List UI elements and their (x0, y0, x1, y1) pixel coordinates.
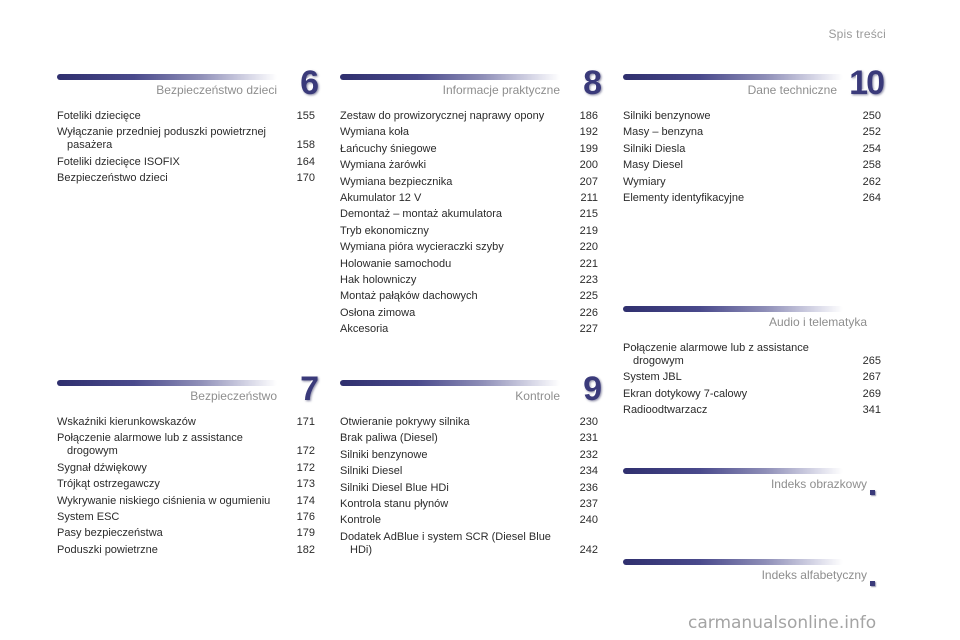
toc-entry[interactable] (57, 462, 317, 475)
toc-entry-page: 172 (296, 445, 315, 458)
toc-entry-page: 207 (579, 175, 598, 188)
toc-entry-label: Montaż pałąków dachowych (340, 290, 478, 303)
section-bar (623, 559, 843, 565)
toc-entry[interactable] (340, 290, 600, 303)
toc-entry-page: 172 (296, 461, 315, 474)
toc-entry-page: 225 (579, 290, 598, 303)
toc-entry-label: Poduszki powietrzne (57, 543, 158, 556)
toc-entry-page: 221 (579, 257, 598, 270)
toc-entry-page: 226 (579, 306, 598, 319)
section-title[interactable]: Indeks obrazkowy (770, 477, 867, 491)
section-title[interactable]: Audio i telematyka (768, 315, 867, 329)
toc-entry-page: 234 (579, 465, 598, 478)
toc-entry-page: 232 (579, 448, 598, 461)
section-number: 7 (300, 370, 317, 408)
toc-entry[interactable] (623, 388, 883, 401)
section-header (623, 555, 883, 591)
section-practical-info (340, 64, 600, 339)
toc-entry[interactable] (340, 514, 600, 527)
toc-entry[interactable] (340, 159, 600, 172)
toc-entry[interactable] (340, 307, 600, 320)
toc-list (623, 342, 883, 417)
toc-entry-page: 236 (579, 481, 598, 494)
section-bar (623, 468, 843, 474)
section-header (57, 64, 317, 106)
toc-entry-page: 155 (296, 110, 315, 122)
toc-entry[interactable] (340, 176, 600, 189)
toc-entry-label: Otwieranie pokrywy silnika (340, 416, 470, 428)
toc-entry[interactable] (340, 531, 600, 557)
section-title[interactable]: Bezpieczeństwo (190, 389, 277, 403)
toc-entry[interactable] (340, 449, 600, 462)
toc-entry-page: 223 (579, 273, 598, 286)
section-bar (340, 74, 560, 80)
toc-entry-label: Elementy identyfikacyjne (623, 191, 745, 204)
page-title: Spis treści (828, 27, 886, 41)
toc-entry-label: Łańcuchy śniegowe (340, 142, 437, 155)
section-number: 6 (300, 64, 317, 102)
toc-entry-page: 258 (862, 159, 881, 172)
toc-entry-label: Tryb ekonomiczny (340, 224, 429, 237)
toc-entry-page: 215 (579, 208, 598, 221)
toc-entry-page: 265 (862, 355, 881, 367)
toc-entry-page: 164 (296, 155, 315, 168)
toc-entry-page: 267 (862, 371, 881, 384)
toc-entry-label: Wymiary (623, 175, 666, 188)
section-alphabetical-index (623, 555, 883, 591)
toc-entry-label: System ESC (57, 510, 120, 523)
toc-entry-label: Demontaż – montaż akumulatora (340, 208, 503, 221)
section-header (57, 370, 317, 412)
toc-entry-label: Silniki benzynowe (340, 448, 428, 461)
section-header (623, 302, 883, 338)
toc-entry-page: 252 (862, 126, 881, 139)
toc-list (340, 416, 600, 557)
toc-entry[interactable] (57, 110, 317, 123)
toc-entry[interactable] (340, 126, 600, 139)
toc-entry-label: Wykrywanie niskiego ciśnienia w ogumieniu (57, 494, 271, 507)
toc-entry[interactable] (57, 527, 317, 540)
toc-entry[interactable] (623, 342, 883, 368)
toc-entry-label: System JBL (623, 371, 682, 384)
toc-entry-label: Wymiana koła (340, 126, 409, 139)
toc-entry[interactable] (57, 495, 317, 508)
toc-entry-label: Silniki Diesel Blue HDi (340, 481, 449, 494)
toc-entry[interactable] (57, 156, 317, 169)
section-bar (623, 74, 843, 80)
toc-entry[interactable] (623, 159, 883, 172)
toc-entry[interactable] (340, 498, 600, 511)
toc-entry-page: 186 (579, 110, 598, 122)
toc-entry-label: Akumulator 12 V (340, 191, 422, 204)
toc-entry[interactable] (57, 416, 317, 429)
section-header (340, 64, 600, 106)
toc-entry[interactable] (623, 110, 883, 123)
toc-entry-page: 199 (579, 142, 598, 155)
section-bar (340, 380, 560, 386)
toc-entry[interactable] (57, 511, 317, 524)
toc-list (57, 416, 317, 557)
toc-entry-page: 158 (296, 139, 315, 152)
toc-entry[interactable] (623, 126, 883, 139)
section-header (340, 370, 600, 412)
toc-entry-label: Brak paliwa (Diesel) (340, 432, 438, 445)
section-visual-index (623, 464, 883, 500)
section-bar (57, 74, 277, 80)
toc-entry-label: Wymiana żarówki (340, 159, 427, 172)
toc-entry-label: Akcesoria (340, 323, 389, 336)
toc-entry-label: Foteliki dziecięce ISOFIX (57, 155, 180, 168)
toc-entry-label: Foteliki dziecięce (57, 110, 141, 122)
toc-entry[interactable] (340, 416, 600, 429)
section-title[interactable]: Indeks alfabetyczny (761, 568, 867, 582)
watermark: carmanualsonline.info (688, 613, 877, 633)
section-audio-telematics (623, 302, 883, 421)
toc-entry[interactable] (340, 258, 600, 271)
toc-entry-page: 254 (862, 142, 881, 155)
toc-entry-page: 237 (579, 497, 598, 510)
toc-entry-label: Ekran dotykowy 7-calowy (623, 387, 748, 400)
section-bar (57, 380, 277, 386)
toc-entry[interactable] (340, 225, 600, 238)
toc-entry-label: Dodatek AdBlue i system SCR (Diesel Blue HDi) (340, 530, 551, 556)
section-number: 9 (583, 370, 600, 408)
toc-entry-label: Pasy bezpieczeństwa (57, 527, 163, 540)
toc-entry-page: 227 (579, 323, 598, 336)
toc-list (623, 110, 883, 205)
toc-entry-page: 242 (579, 543, 598, 556)
toc-entry-label: Kontrole (340, 514, 381, 527)
toc-entry-label: Osłona zimowa (340, 306, 416, 319)
toc-entry-page: 250 (862, 110, 881, 122)
toc-entry-label: Holowanie samochodu (340, 257, 452, 270)
toc-entry[interactable] (340, 465, 600, 478)
toc-entry-page: 264 (862, 191, 881, 204)
toc-entry-label: Wymiana pióra wycieraczki szyby (340, 241, 504, 254)
toc-entry[interactable] (340, 241, 600, 254)
toc-entry[interactable] (340, 432, 600, 445)
toc-entry-label: Bezpieczeństwo dzieci (57, 172, 168, 185)
toc-entry[interactable] (340, 208, 600, 221)
toc-entry-page: 262 (862, 175, 881, 188)
section-checks (340, 370, 600, 560)
toc-entry-label: Połączenie alarmowe lub z assistance drogowym (623, 342, 809, 367)
toc-entry-label: Sygnał dźwiękowy (57, 461, 147, 474)
toc-entry-label: Masy – benzyna (623, 126, 704, 139)
section-safety (57, 370, 317, 560)
toc-entry-page: 240 (579, 514, 598, 527)
toc-entry[interactable] (340, 192, 600, 205)
toc-entry-label: Wymiana bezpiecznika (340, 175, 453, 188)
toc-entry[interactable] (623, 371, 883, 384)
toc-entry[interactable] (340, 482, 600, 495)
section-header (623, 464, 883, 500)
toc-entry-page: 341 (862, 404, 881, 417)
toc-entry-page: 219 (579, 224, 598, 237)
section-technical-data (623, 64, 883, 208)
section-child-safety (57, 64, 317, 189)
toc-entry[interactable] (623, 404, 883, 417)
section-bar (623, 306, 843, 312)
toc-entry-label: Trójkąt ostrzegawczy (57, 478, 160, 491)
toc-entry[interactable] (57, 544, 317, 557)
section-title[interactable]: Bezpieczeństwo dzieci (156, 83, 277, 97)
section-title[interactable]: Kontrole (515, 389, 560, 403)
toc-entry[interactable] (57, 126, 317, 152)
toc-entry[interactable] (623, 192, 883, 205)
toc-entry-page: 171 (296, 416, 315, 428)
section-marker (870, 490, 875, 495)
toc-entry[interactable] (340, 110, 600, 123)
toc-entry-page: 269 (862, 387, 881, 400)
toc-entry-page: 192 (579, 126, 598, 139)
toc-entry-label: Zestaw do prowizorycznej naprawy opony (340, 110, 545, 122)
toc-entry-label: Połączenie alarmowe lub z assistance drogowym (57, 432, 243, 458)
toc-entry[interactable] (340, 323, 600, 336)
toc-entry[interactable] (340, 143, 600, 156)
toc-entry-label: Silniki Diesel (340, 465, 403, 478)
toc-entry[interactable] (340, 274, 600, 287)
toc-entry-page: 231 (579, 432, 598, 445)
section-title[interactable]: Dane techniczne (747, 83, 837, 97)
toc-list (57, 110, 317, 185)
toc-entry-page: 173 (296, 478, 315, 491)
toc-entry[interactable] (623, 143, 883, 156)
section-title[interactable]: Informacje praktyczne (442, 83, 560, 97)
toc-entry-label: Hak holowniczy (340, 273, 417, 286)
toc-entry-page: 176 (296, 510, 315, 523)
toc-list (340, 110, 600, 336)
toc-entry-label: Silniki Diesla (623, 142, 686, 155)
toc-entry[interactable] (57, 172, 317, 185)
toc-entry-page: 179 (296, 527, 315, 540)
toc-entry-label: Masy Diesel (623, 159, 683, 172)
toc-entry-page: 174 (296, 494, 315, 507)
section-number: 8 (583, 64, 600, 102)
toc-entry[interactable] (57, 432, 317, 458)
toc-entry-page: 211 (580, 191, 598, 204)
toc-entry-label: Radioodtwarzacz (623, 404, 708, 417)
toc-entry[interactable] (57, 478, 317, 491)
section-header (623, 64, 883, 106)
toc-entry-label: Wskaźniki kierunkowskazów (57, 416, 196, 428)
toc-entry-page: 220 (579, 241, 598, 254)
toc-entry-page: 182 (296, 543, 315, 556)
toc-entry-label: Kontrola stanu płynów (340, 497, 449, 510)
toc-entry-label: Wyłączanie przedniej poduszki powietrznej pasażera (57, 126, 267, 152)
toc-entry[interactable] (623, 176, 883, 189)
toc-entry-page: 170 (296, 172, 315, 185)
section-marker (870, 581, 875, 586)
section-number: 10 (849, 64, 883, 102)
toc-entry-page: 230 (579, 416, 598, 428)
toc-entry-label: Silniki benzynowe (623, 110, 711, 122)
toc-entry-page: 200 (579, 159, 598, 172)
